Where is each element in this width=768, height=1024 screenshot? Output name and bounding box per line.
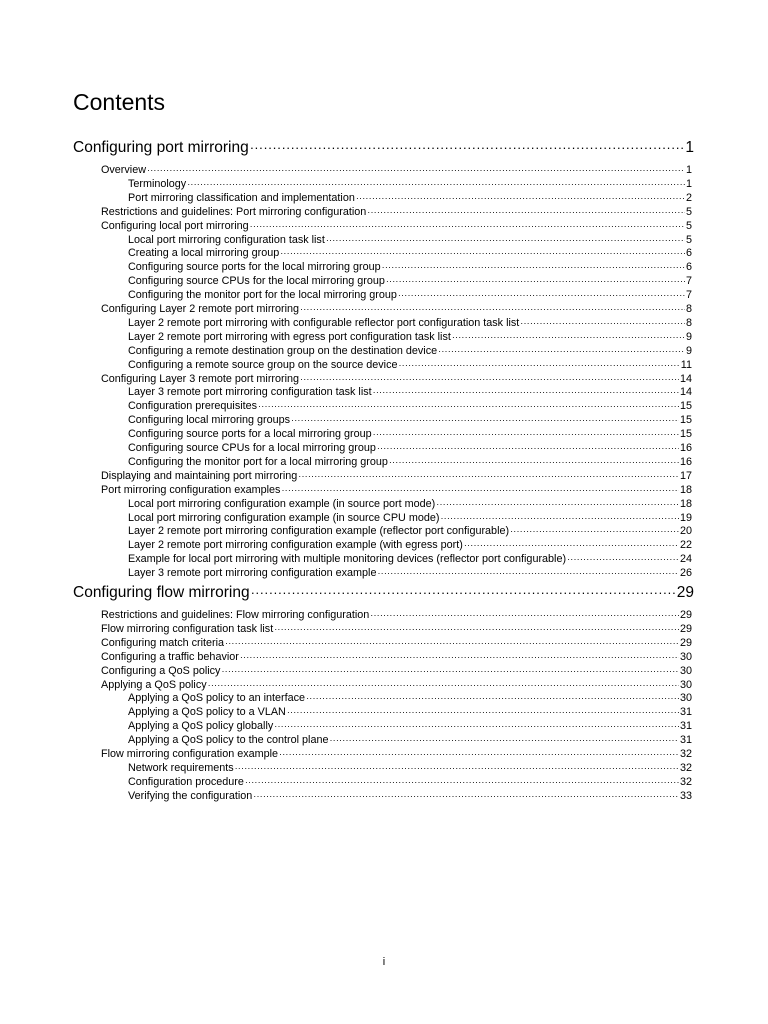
toc-entry[interactable]: [128, 706, 692, 720]
toc-page-number: 1: [685, 164, 692, 176]
toc-entry[interactable]: [128, 289, 692, 303]
toc-entry[interactable]: [128, 498, 692, 512]
toc-page-number: 20: [679, 525, 692, 538]
toc-entry[interactable]: [128, 692, 692, 706]
toc-leader-dots: [377, 567, 679, 581]
toc-entry-title: Configuring Layer 3 remote port mirroring: [101, 372, 300, 385]
toc-page-number: 29: [679, 636, 692, 649]
toc-entry[interactable]: [128, 553, 692, 567]
toc-leader-dots: [287, 706, 679, 720]
toc-leader-dots: [398, 359, 679, 373]
toc-leader-dots: [377, 442, 679, 456]
toc-leader-dots: [510, 525, 679, 539]
toc-entry[interactable]: [101, 651, 692, 665]
toc-entry[interactable]: [128, 428, 692, 442]
toc-page-number: 14: [679, 372, 692, 385]
toc-leader-dots: [274, 623, 679, 637]
toc-entry[interactable]: [128, 178, 692, 192]
toc-page-number: 1: [685, 139, 694, 156]
toc-page-number: 6: [685, 247, 692, 260]
toc-leader-dots: [251, 583, 676, 602]
toc-page-number: 26: [679, 567, 692, 580]
toc-entry-title: Layer 2 remote port mirroring configuration example (with egress port): [128, 539, 463, 552]
toc-entry[interactable]: [128, 386, 692, 400]
toc-page-number: 31: [679, 720, 692, 733]
toc-entry[interactable]: [128, 525, 692, 539]
toc-page-number: 2: [685, 191, 692, 204]
toc-entry[interactable]: [128, 734, 692, 748]
toc-leader-dots: [291, 414, 679, 428]
toc-entry-title: Configuring source CPUs for the local mirroring group: [128, 275, 385, 288]
toc-entry-title: Configuring local mirroring groups: [128, 414, 291, 427]
toc-leader-dots: [356, 192, 685, 206]
toc-page-number: 32: [679, 761, 692, 774]
toc-entry-title: Applying a QoS policy globally: [128, 720, 274, 733]
toc-leader-dots: [329, 734, 679, 748]
toc-entry[interactable]: [101, 484, 692, 498]
toc-entry-title: Flow mirroring configuration task list: [101, 622, 274, 635]
toc-entry-title: Configuring flow mirroring: [73, 584, 250, 601]
toc-leader-dots: [298, 470, 679, 484]
toc-entry[interactable]: [128, 414, 692, 428]
toc-entry-title: Creating a local mirroring group: [128, 247, 280, 260]
toc-page-number: 5: [685, 233, 692, 246]
toc-leader-dots: [464, 539, 679, 553]
toc-entry-title: Restrictions and guidelines: Port mirroring configuration: [101, 205, 367, 218]
toc-leader-dots: [208, 679, 679, 693]
toc-leader-dots: [389, 456, 679, 470]
toc-entry-title: Applying a QoS policy to the control plane: [128, 734, 329, 747]
toc-entry-title: Example for local port mirroring with multiple monitoring devices (reflector port configurable): [128, 553, 567, 566]
toc-entry[interactable]: [128, 790, 692, 804]
toc-leader-dots: [370, 609, 679, 623]
toc-entry[interactable]: [128, 331, 692, 345]
toc-entry[interactable]: [128, 567, 692, 581]
toc-entry[interactable]: [101, 164, 692, 178]
toc-leader-dots: [250, 220, 685, 234]
toc-page-number: 22: [679, 539, 692, 552]
toc-entry-title: Layer 2 remote port mirroring with egress port configuration task list: [128, 330, 451, 343]
toc-entry-title: Layer 2 remote port mirroring configuration example (reflector port configurable): [128, 525, 510, 538]
toc-entry-title: Configuring source ports for the local mirroring group: [128, 261, 381, 274]
toc-leader-dots: [240, 651, 679, 665]
toc-leader-dots: [253, 790, 679, 804]
toc-leader-dots: [398, 289, 685, 303]
toc-leader-dots: [382, 261, 685, 275]
toc-leader-dots: [300, 373, 679, 387]
toc-leader-dots: [520, 317, 685, 331]
toc-entry-title: Configuring a traffic behavior: [101, 650, 239, 663]
toc-entry-title: Configuring source CPUs for a local mirroring group: [128, 442, 376, 454]
toc-leader-dots: [567, 553, 679, 567]
toc-entry[interactable]: [101, 748, 692, 762]
toc-entry[interactable]: [101, 665, 692, 679]
toc-entry[interactable]: [128, 720, 692, 734]
toc-entry-title: Configuring source ports for a local mirroring group: [128, 428, 372, 441]
toc-entry-title: Configuring local port mirroring: [101, 219, 249, 232]
toc-entry-title: Network requirements: [128, 761, 234, 774]
toc-page-number: 29: [679, 622, 692, 635]
toc-entry[interactable]: [128, 539, 692, 553]
toc-page-number: 30: [679, 692, 692, 705]
toc-entry-title: Layer 3 remote port mirroring configuration example: [128, 567, 377, 580]
toc-entry[interactable]: [101, 637, 692, 651]
toc-entry[interactable]: [128, 192, 692, 206]
toc-leader-dots: [280, 247, 685, 261]
toc-leader-dots: [250, 138, 685, 157]
toc-entry[interactable]: [101, 373, 692, 387]
toc-entry-title: Applying a QoS policy: [101, 678, 207, 691]
toc-entry[interactable]: [128, 762, 692, 776]
toc-entry[interactable]: [128, 261, 692, 275]
toc-entry-title: Configuring a remote destination group on the destination device: [128, 344, 438, 357]
toc-leader-dots: [258, 400, 679, 414]
toc-page-number: 24: [679, 553, 692, 566]
toc-entry[interactable]: [128, 456, 692, 470]
toc-entry[interactable]: [128, 345, 692, 359]
toc-page-number: 30: [679, 650, 692, 663]
toc-entry-title: Port mirroring configuration examples: [101, 483, 281, 496]
toc-entry-title: Layer 2 remote port mirroring with configurable reflector port configuration task list: [128, 316, 520, 329]
toc-page-number: 1: [685, 177, 692, 190]
toc-entry-title: Layer 3 remote port mirroring configuration task list: [128, 386, 372, 399]
toc-leader-dots: [147, 164, 685, 178]
toc-leader-dots: [281, 484, 679, 498]
toc-page-number: 31: [679, 706, 692, 719]
toc-entry[interactable]: [128, 442, 692, 456]
toc-entry[interactable]: [101, 206, 692, 220]
toc-entry-title: Restrictions and guidelines: Flow mirroring configuration: [101, 609, 370, 621]
toc-entry-title: Terminology: [128, 177, 187, 190]
page-title: Contents: [73, 89, 166, 115]
toc-leader-dots: [274, 720, 679, 734]
toc-page-number: 32: [679, 748, 692, 760]
toc-leader-dots: [440, 512, 679, 526]
toc-entry[interactable]: [101, 470, 692, 484]
toc-entry-title: Configuring a remote source group on the source device: [128, 358, 398, 371]
toc-page-number: 5: [685, 219, 692, 232]
toc-page-number: 30: [679, 678, 692, 691]
toc-leader-dots: [300, 303, 685, 317]
toc-entry-title: Local port mirroring configuration example (in source port mode): [128, 497, 436, 510]
toc-entry-title: Configuring port mirroring: [73, 139, 249, 156]
toc-entry[interactable]: [101, 220, 692, 234]
toc-entry-title: Displaying and maintaining port mirroring: [101, 469, 298, 482]
toc-entry-title: Applying a QoS policy to a VLAN: [128, 706, 286, 719]
toc-page-number: 29: [679, 609, 692, 621]
toc-entry[interactable]: [128, 359, 692, 373]
toc-entry[interactable]: [101, 303, 692, 317]
toc-page-number: 19: [679, 511, 692, 524]
toc-page-number: 18: [679, 497, 692, 510]
toc-entry[interactable]: [128, 317, 692, 331]
toc-entry-title: Configuration prerequisites: [128, 400, 258, 413]
toc-entry-title: Overview: [101, 164, 146, 176]
toc-leader-dots: [326, 234, 685, 248]
toc-page-number: 5: [685, 205, 692, 218]
toc-page-number: 17: [679, 469, 692, 482]
toc-entry-title: Flow mirroring configuration example: [101, 748, 279, 760]
toc-entry[interactable]: [101, 623, 692, 637]
toc-entry-title: Configuring Layer 2 remote port mirroring: [101, 303, 300, 315]
toc-leader-dots: [367, 206, 685, 220]
toc-leader-dots: [235, 762, 679, 776]
toc-leader-dots: [373, 428, 679, 442]
toc-entry[interactable]: [128, 234, 692, 248]
toc-page-number: 32: [679, 775, 692, 788]
toc-leader-dots: [225, 637, 679, 651]
toc-entry-title: Configuring the monitor port for the local mirroring group: [128, 289, 397, 302]
toc-leader-dots: [436, 498, 679, 512]
toc-page-number: 15: [679, 400, 692, 413]
toc-leader-dots: [386, 275, 685, 289]
toc-chapter[interactable]: [73, 583, 694, 602]
toc-entry-title: Configuring a QoS policy: [101, 664, 221, 677]
toc-entry[interactable]: [128, 512, 692, 526]
toc-entry[interactable]: [128, 400, 692, 414]
toc-entry[interactable]: [101, 679, 692, 693]
toc-page-number: 33: [679, 789, 692, 802]
toc-leader-dots: [373, 386, 679, 400]
toc-entry-title: Local port mirroring configuration task list: [128, 233, 325, 246]
toc-entry[interactable]: [128, 247, 692, 261]
toc-page-number: 30: [679, 664, 692, 677]
toc-entry-title: Verifying the configuration: [128, 789, 253, 802]
toc-page-number: 29: [676, 584, 694, 601]
toc-entry-title: Configuring the monitor port for a local mirroring group: [128, 455, 388, 468]
toc-leader-dots: [438, 345, 685, 359]
toc-page-number: 9: [685, 330, 692, 343]
toc-leader-dots: [187, 178, 685, 192]
toc-page-number: 18: [679, 483, 692, 496]
toc-page-number: 14: [679, 386, 692, 399]
toc-page-number: 7: [685, 289, 692, 302]
toc-page-number: 6: [685, 261, 692, 274]
toc-entry-title: Applying a QoS policy to an interface: [128, 692, 306, 705]
toc-page-number: 11: [680, 358, 692, 371]
toc-page-number: 16: [679, 455, 692, 468]
toc-page-number: 16: [679, 442, 692, 454]
toc-entry-title: Local port mirroring configuration example (in source CPU mode): [128, 511, 440, 524]
toc-leader-dots: [279, 748, 679, 762]
toc-entry-title: Configuring match criteria: [101, 636, 225, 649]
toc-page-number: 8: [685, 303, 692, 315]
toc-leader-dots: [245, 776, 679, 790]
toc-page-number: 9: [685, 344, 692, 357]
toc-leader-dots: [452, 331, 685, 345]
page-number: i: [382, 956, 386, 968]
toc-page-number: 7: [685, 275, 692, 288]
toc-leader-dots: [306, 692, 679, 706]
toc-page-number: 15: [679, 414, 692, 427]
toc-page-number: 31: [679, 734, 692, 747]
toc-entry[interactable]: [128, 275, 692, 289]
toc-leader-dots: [221, 665, 679, 679]
toc-page-number: 15: [679, 428, 692, 441]
toc-entry-title: Configuration procedure: [128, 775, 244, 788]
toc-entry[interactable]: [101, 609, 692, 623]
toc-entry-title: Port mirroring classification and implementation: [128, 191, 355, 204]
toc-chapter[interactable]: [73, 138, 694, 157]
toc-entry[interactable]: [128, 776, 692, 790]
toc-page-number: 8: [685, 316, 692, 329]
